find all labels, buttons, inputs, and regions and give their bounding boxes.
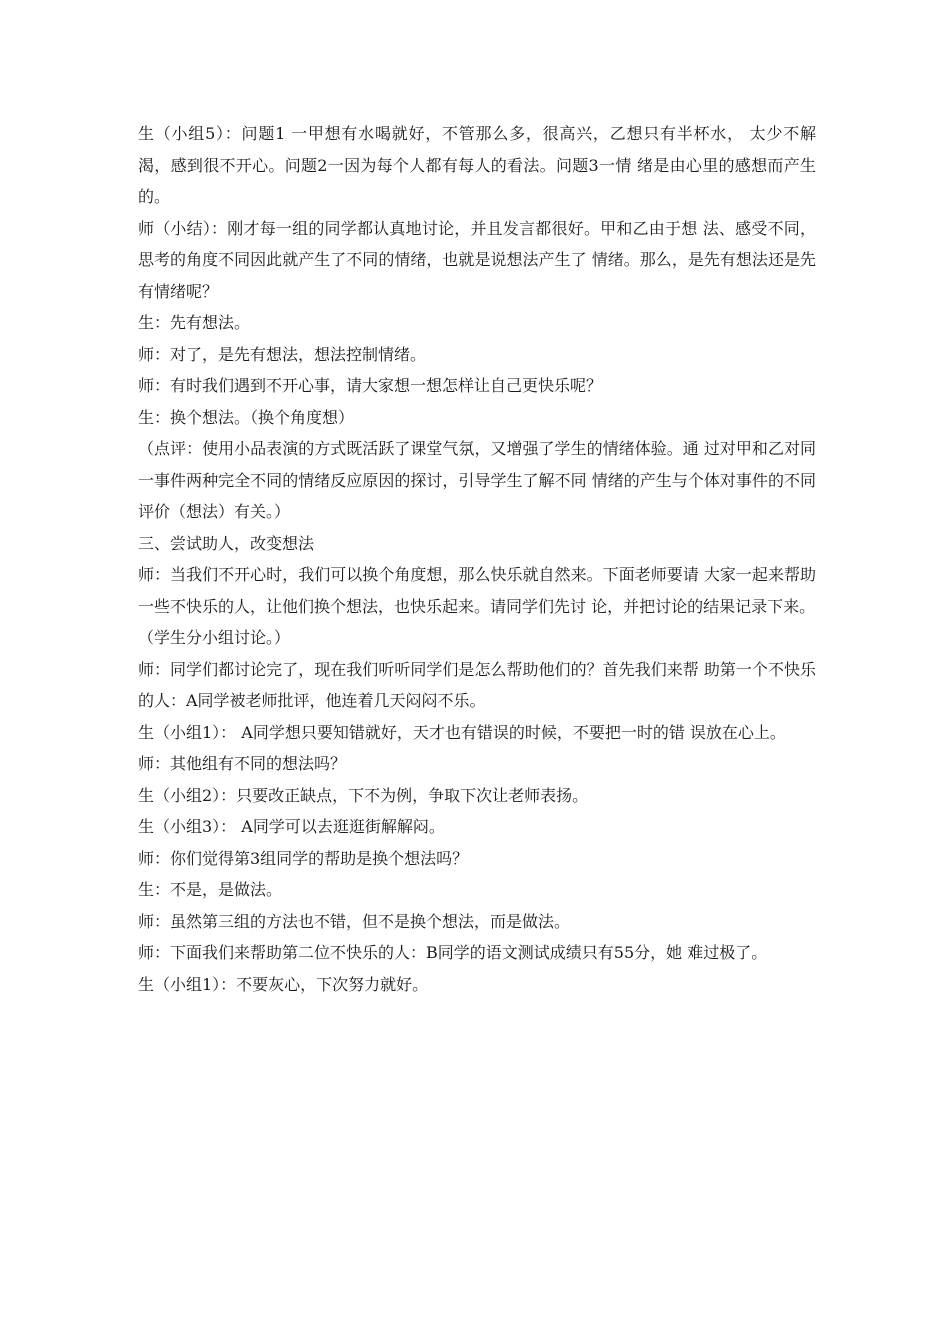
section-heading-3: 三、尝试助人，改变想法 (138, 533, 315, 553)
paragraph-teacher-case-b: 师：下面我们来帮助第二位不快乐的人：B同学的语文测试成绩只有55分，她 难过极了。 (138, 943, 768, 962)
paragraph-teacher-summary: 师（小结）：刚才每一组的同学都认真地讨论，并且发言都很好。甲和乙由于想 法、感受不同，思考的角度不同因此就产生了不同的情绪，也就是说想法产生了 情绪。那么，是先有想法还是先有情绪呢？ (138, 218, 816, 301)
paragraph-group-discussion: （学生分小组讨论。） (138, 628, 291, 647)
paragraph-teacher-instruction: 师：当我们不开心时，我们可以换个角度想，那么快乐就自然来。下面老师要请 大家一起来帮助一些不快乐的人，让他们换个想法，也快乐起来。请同学们先讨 论，并把讨论的结果记录下来。 (138, 565, 816, 616)
paragraph-student-method: 生：不是，是做法。 (138, 880, 283, 899)
paragraph-teacher-clarify: 师：虽然第三组的方法也不错，但不是换个想法，而是做法。 (138, 911, 571, 931)
paragraph-group1-answer-a: 生（小组1）： A同学想只要知错就好，天才也有错误的时候，不要把一时的错 误放在心上。 (138, 722, 786, 742)
paragraph-group1-answer-b: 生（小组1）：不要灰心，下次努力就好。 (138, 974, 429, 994)
paragraph-teacher-question: 师：有时我们遇到不开心事，请大家想一想怎样让自己更快乐呢？ (138, 376, 603, 395)
paragraph-teacher-case-a: 师：同学们都讨论完了，现在我们听听同学们是怎么帮助他们的？首先我们来帮 助第一个不快乐的人：A同学被老师批评，他连着几天闷闷不乐。 (138, 659, 816, 710)
paragraph-student-thought-first: 生：先有想法。 (138, 313, 251, 332)
paragraph-teacher-confirm: 师：对了，是先有想法，想法控制情绪。 (138, 344, 427, 364)
paragraph-student-change-thought: 生：换个想法。（换个角度想） (138, 407, 355, 427)
paragraph-group3-answer: 生（小组3）： A同学可以去逛逛街解解闷。 (138, 817, 445, 836)
paragraph-teacher-check: 师：你们觉得第3组同学的帮助是换个想法吗？ (138, 848, 469, 868)
paragraph-commentary: （点评：使用小品表演的方式既活跃了课堂气氛，又增强了学生的情绪体验。通 过对甲和乙对同一事件两种完全不同的情绪反应原因的探讨，引导学生了解不同 情绪的产生与个体对事件的不同评价（想法）有关。） (138, 439, 816, 521)
paragraph-teacher-other-ideas: 师：其他组有不同的想法吗？ (138, 754, 347, 773)
paragraph-group2-answer: 生（小组2）：只要改正缺点，下不为例，争取下次让老师表扬。 (138, 785, 589, 805)
paragraph-group5-answer: 生（小组5）：问题1 一甲想有水喝就好，不管那么多，很高兴，乙想只有半杯水， 太少不解渴，感到很不开心。问题2一因为每个人都有每人的看法。问题3一情 绪是由心里的感想而产生的。 (138, 124, 816, 206)
document-page (138, 118, 816, 1000)
